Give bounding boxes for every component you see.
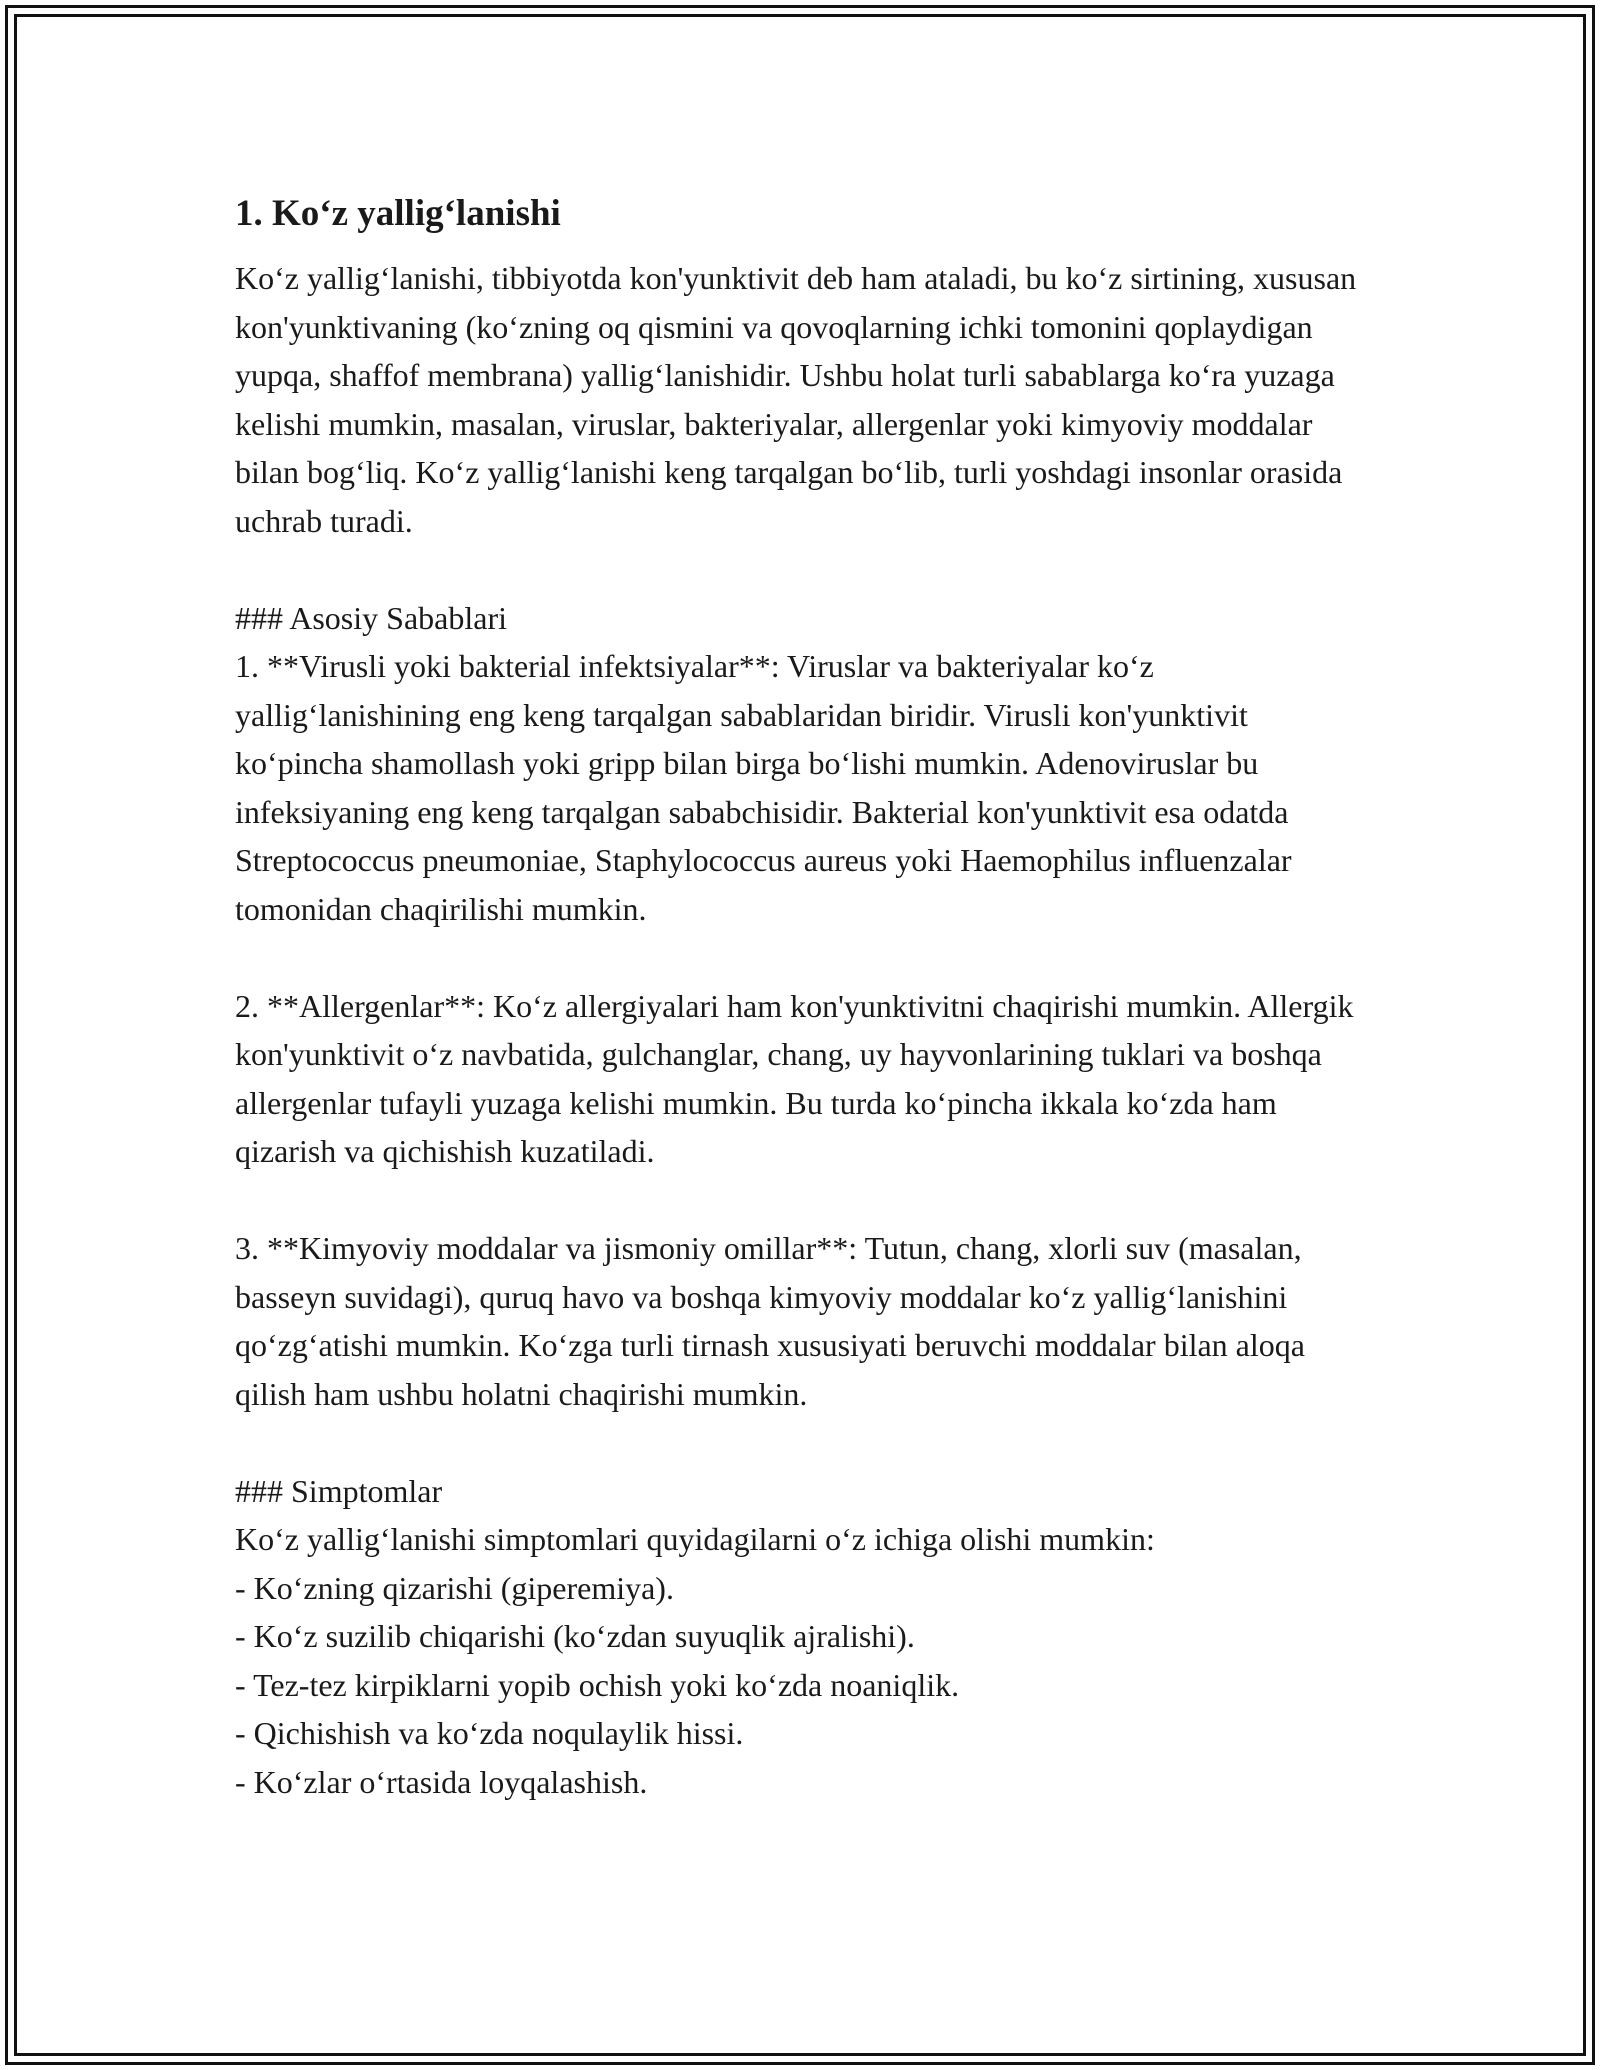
spacer	[235, 1418, 1375, 1467]
intro-paragraph: Ko‘z yallig‘lanishi, tibbiyotda kon'yunktivit deb ham ataladi, bu ko‘z sirtining, xususan kon'yunktivaning (ko‘zning oq qismini va qovoqlarning ichki tomonini qoplaydigan yupqa, shaffof membrana) yallig‘lanishidir. Ushbu holat turli sabablarga ko‘ra yuzaga kelishi mumkin, masalan, viruslar, bakteriyalar, allergenlar yoki kimyoviy moddalar bilan bog‘liq. Ko‘z yallig‘lanishi keng tarqalgan bo‘lib, turli yoshdagi insonlar orasida uchrab turadi.	[235, 260, 1357, 539]
document-title: 1. Ko‘z yallig‘lanishi	[235, 193, 561, 234]
symptoms-intro: Ko‘z yallig‘lanishi simptomlari quyidagilarni o‘z ichiga olishi mumkin:	[235, 1521, 1155, 1557]
symptom-item: - Ko‘z suzilib chiqarishi (ko‘zdan suyuqlik ajralishi).	[235, 1618, 915, 1654]
cause-item-viral-bacterial: 1. **Virusli yoki bakterial infektsiyalar**: Viruslar va bakteriyalar ko‘z yallig‘lanishining eng keng tarqalgan sabablaridan biridir. Virusli kon'yunktivit ko‘pincha shamollash yoki gripp bilan birga bo‘lishi mumkin. Adenoviruslar bu infeksiyaning eng keng tarqalgan sababchisidir. Bakterial kon'yunktivit esa odatda Streptococcus pneumoniae, Staphylococcus aureus yoki Haemophilus influenzalar tomonidan chaqirilishi mumkin.	[235, 648, 1292, 927]
causes-heading: ### Asosiy Sabablari	[235, 599, 507, 636]
symptom-item: - Tez-tez kirpiklarni yopib ochish yoki ko‘zda noaniqlik.	[235, 1666, 960, 1703]
spacer	[235, 933, 1375, 982]
spacer	[235, 1176, 1375, 1225]
document-body	[235, 186, 1375, 1806]
cause-item-allergens: 2. **Allergenlar**: Ko‘z allergiyalari ham kon'yunktivitni chaqirishi mumkin. Allergik kon'yunktivit o‘z navbatida, gulchanglar, chang, uy hayvonlarining tuklari va boshqa allergenlar tufayli yuzaga kelishi mumkin. Bu turda ko‘pincha ikkala ko‘zda ham qizarish va qichishish kuzatiladi.	[235, 987, 1354, 1169]
symptom-item: - Ko‘zning qizarishi (giperemiya).	[235, 1569, 674, 1606]
spacer	[235, 545, 1375, 594]
symptoms-heading: ### Simptomlar	[235, 1472, 443, 1509]
cause-item-chemicals: 3. **Kimyoviy moddalar va jismoniy omillar**: Tutun, chang, xlorli suv (masalan, basseyn suvidagi), quruq havo va boshqa kimyoviy moddalar ko‘z yallig‘lanishini qo‘zg‘atishi mumkin. Ko‘zga turli tirnash xususiyati beruvchi moddalar bilan aloqa qilish ham ushbu holatni chaqirishi mumkin.	[235, 1230, 1305, 1412]
symptom-item: - Qichishish va ko‘zda noqulaylik hissi.	[235, 1715, 744, 1751]
symptom-item: - Ko‘zlar o‘rtasida loyqalashish.	[235, 1763, 648, 1800]
